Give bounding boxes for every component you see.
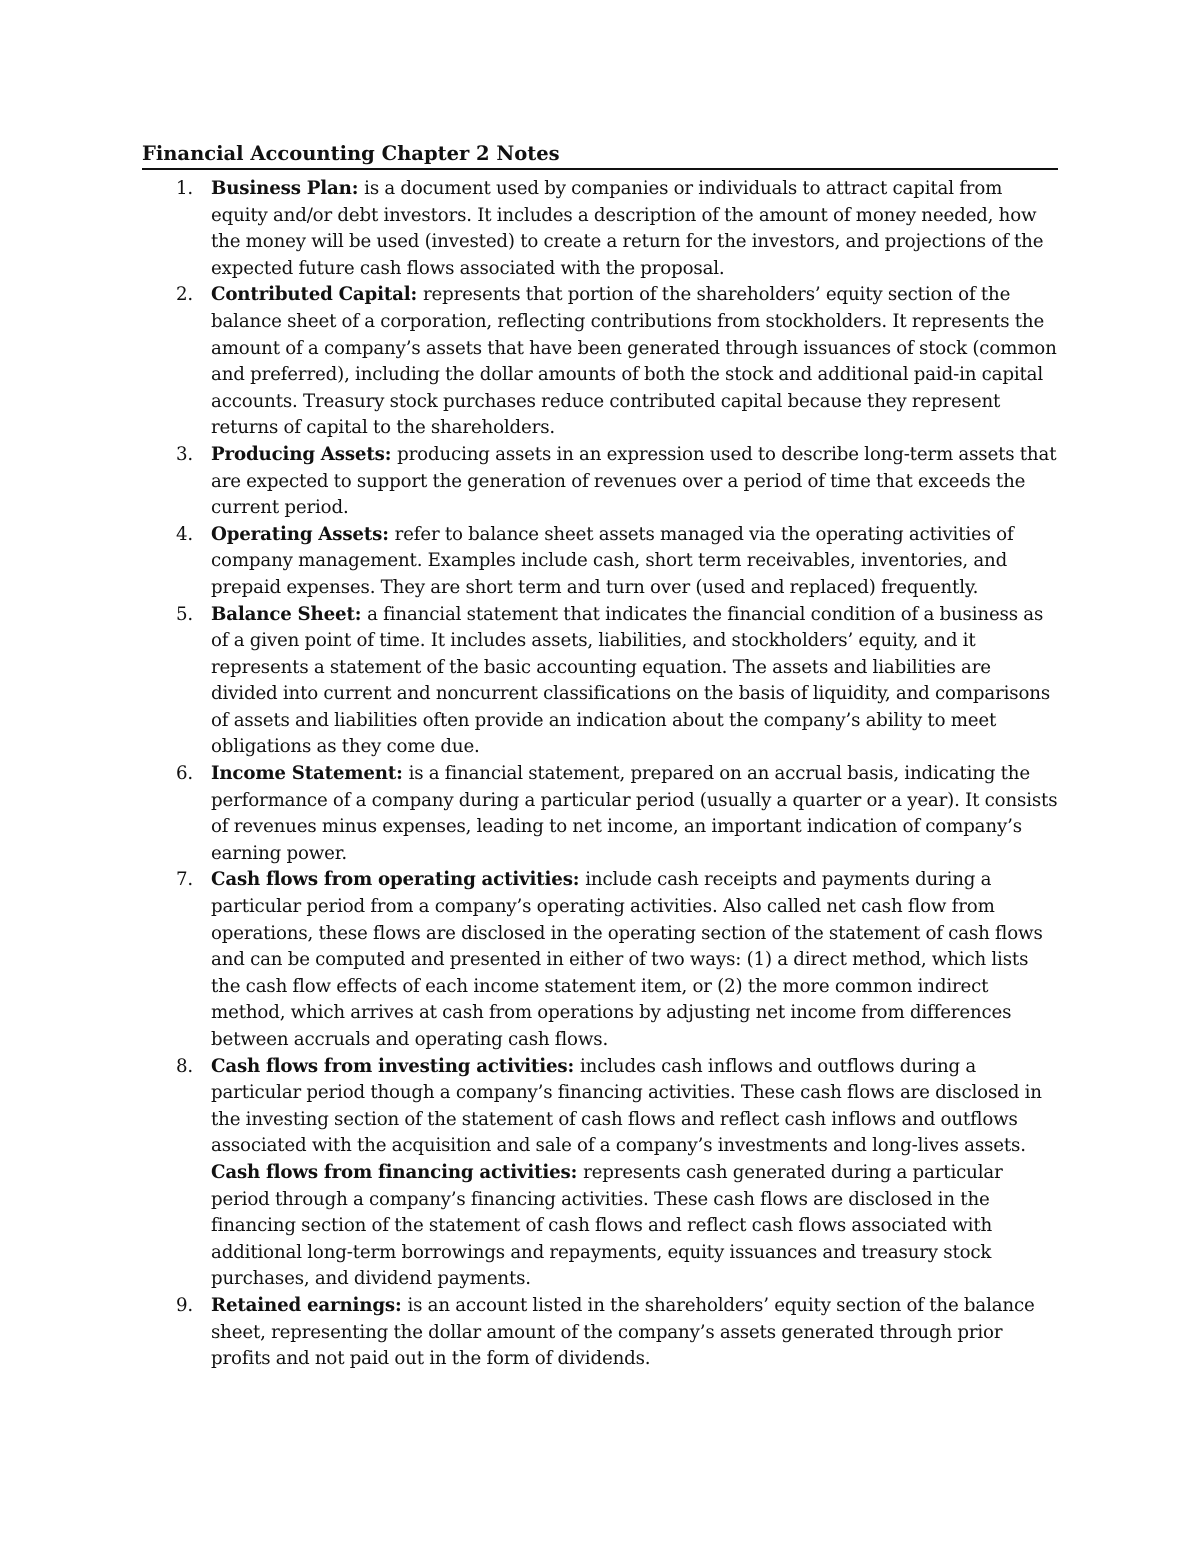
item-number: 8.	[176, 1055, 194, 1077]
list-item	[142, 761, 1058, 867]
list-item	[142, 867, 1058, 1053]
item-number: 1.	[176, 178, 194, 199]
definition-text: include cash receipts and payments during a particular period from a company’s operating activities. Also called net cash flow from operations, these flows are disclosed in the operating section of the statement of cash flows and can be computed and presented in either of two ways: (1) a direct method, which lists the cash flow effects of each income statement item, or (2) the more common indirect method, which arrives at cash from operations by adjusting net income from differences between accruals and operating cash flows.	[211, 869, 1043, 1050]
definition-text: is a financial statement, prepared on an accrual basis, indicating the performance of a company during a particular period (usually a quarter or a year). It consists of revenues minus expenses, leading to net income, an important indication of company’s earning power.	[211, 763, 1058, 864]
list-item	[142, 1293, 1058, 1373]
item-number: 7.	[176, 869, 194, 891]
document-page	[142, 141, 1058, 1373]
term-label: Retained earnings:	[211, 1294, 408, 1316]
definition-text: producing assets in an expression used to describe long-term assets that are expected to support the generation of revenues over a period of time that exceeds the current period.	[211, 443, 1057, 519]
notes-list	[142, 176, 1058, 1373]
term-label: Cash flows from operating activities:	[211, 869, 586, 891]
term-label: Income Statement:	[211, 763, 409, 785]
term-label: Business Plan:	[211, 178, 365, 199]
definition-text: is a document used by companies or individuals to attract capital from equity and/or debt investors. It includes a description of the amount of money needed, how the money will be used (invested) to create a return for the investors, and projections of the expected future cash flows associated with the proposal.	[211, 178, 1044, 279]
list-item	[142, 602, 1058, 762]
term-label: Contributed Capital:	[211, 284, 423, 306]
item-number: 5.	[176, 603, 194, 625]
term-label: Cash flows from investing activities:	[211, 1055, 580, 1077]
item-number: 2.	[176, 284, 194, 306]
item-number: 3.	[176, 443, 194, 465]
item-number: 6.	[176, 763, 194, 785]
definition-text-secondary: represents cash generated during a particular period through a company’s financing activities. These cash flows are disclosed in the financing section of the statement of cash flows and reflect cash flows associated with additional long-term borrowings and repayments, equity issuances and treasury stock purchases, and dividend payments.	[211, 1161, 1003, 1290]
term-label-secondary: Cash flows from financing activities:	[211, 1161, 584, 1183]
list-item	[142, 176, 1058, 282]
item-number: 4.	[176, 523, 194, 545]
term-label: Balance Sheet:	[211, 603, 368, 625]
term-label: Operating Assets:	[211, 523, 395, 545]
list-item	[142, 442, 1058, 522]
definition-text: is an account listed in the shareholders’ equity section of the balance sheet, representing the dollar amount of the company’s assets generated through prior profits and not paid out in the form of dividends.	[211, 1294, 1035, 1370]
page-title: Financial Accounting Chapter 2 Notes	[142, 141, 1058, 170]
list-item	[142, 282, 1058, 442]
term-label: Producing Assets:	[211, 443, 398, 465]
item-number: 9.	[176, 1294, 194, 1316]
definition-text: a financial statement that indicates the financial condition of a business as of a given point of time. It includes assets, liabilities, and stockholders’ equity, and it represents a statement of the basic accounting equation. The assets and liabilities are divided into current and noncurrent classifications on the basis of liquidity, and comparisons of assets and liabilities often provide an indication about the company’s ability to meet obligations as they come due.	[211, 603, 1051, 758]
list-item	[142, 1054, 1058, 1293]
definition-text: refer to balance sheet assets managed via the operating activities of company management. Examples include cash, short term receivables, inventories, and prepaid expenses. They are short term and turn over (used and replaced) frequently.	[211, 523, 1014, 598]
list-item	[142, 522, 1058, 602]
definition-text: represents that portion of the shareholders’ equity section of the balance sheet of a corporation, reflecting contributions from stockholders. It represents the amount of a company’s assets that have been generated through issuances of stock (common and preferred), including the dollar amounts of both the stock and additional paid-in capital accounts. Treasury stock purchases reduce contributed capital because they represent returns of capital to the shareholders.	[211, 284, 1057, 439]
definition-text: includes cash inflows and outflows during a particular period though a company’s financing activities. These cash flows are disclosed in the investing section of the statement of cash flows and reflect cash inflows and outflows associated with the acquisition and sale of a company’s investments and long-lives assets.	[211, 1055, 1042, 1157]
